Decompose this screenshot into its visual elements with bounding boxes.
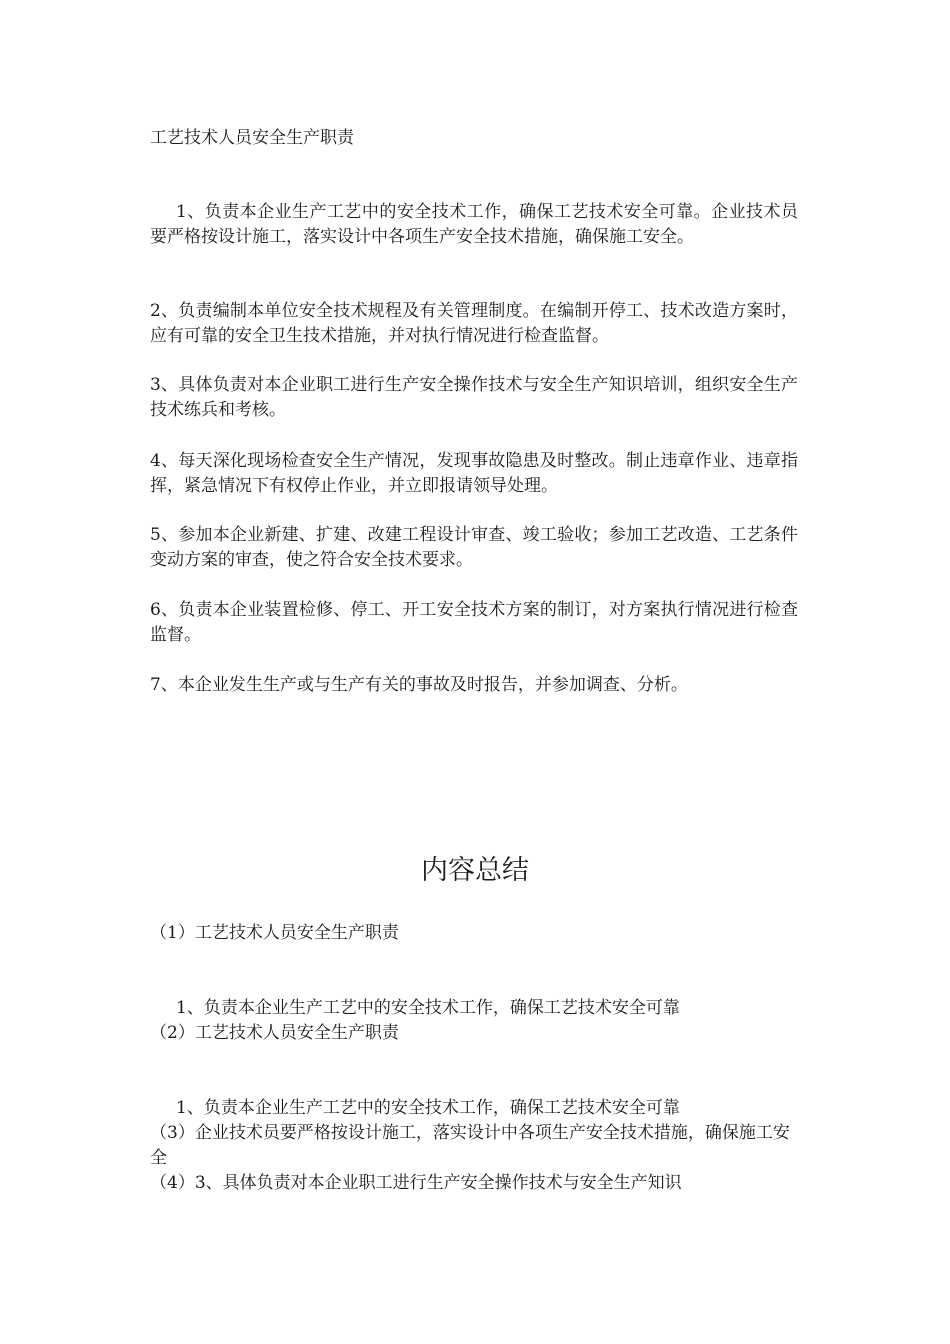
summary-line-2: 1、负责本企业生产工艺中的安全技术工作，确保工艺技术安全可靠 [176,998,680,1018]
paragraph-2: 2、负责编制本单位安全技术规程及有关管理制度。在编制开停工、技术改造方案时，应有可靠的安全卫生技术措施，并对执行情况进行检查监督。 [150,301,798,346]
summary-line-6: （4）3、具体负责对本企业职工进行生产安全操作技术与安全生产知识 [150,1173,682,1193]
summary-line-3: （2）工艺技术人员安全生产职责 [150,1023,399,1043]
summary-line-4: 1、负责本企业生产工艺中的安全技术工作，确保工艺技术安全可靠 [176,1098,680,1118]
paragraph-3: 3、具体负责对本企业职工进行生产安全操作技术与安全生产知识培训，组织安全生产技术练兵和考核。 [150,375,798,420]
paragraph-5: 5、参加本企业新建、扩建、改建工程设计审查、竣工验收；参加工艺改造、工艺条件变动方案的审查，使之符合安全技术要求。 [150,525,798,570]
document-title: 工艺技术人员安全生产职责 [150,128,354,148]
summary-line-1: （1）工艺技术人员安全生产职责 [150,923,399,943]
summary-line-5: （3）企业技术员要严格按设计施工，落实设计中各项生产安全技术措施，确保施工安全 [150,1123,790,1168]
paragraph-4: 4、每天深化现场检查安全生产情况，发现事故隐患及时整改。制止违章作业、违章指挥，紧急情况下有权停止作业，并立即报请领导处理。 [150,451,798,496]
paragraph-7: 7、本企业发生生产或与生产有关的事故及时报告，并参加调查、分析。 [150,675,688,695]
paragraph-1: 1、负责本企业生产工艺中的安全技术工作，确保工艺技术安全可靠。企业技术员要严格按设计施工，落实设计中各项生产安全技术措施，确保施工安全。 [150,202,798,247]
paragraph-6: 6、负责本企业装置检修、停工、开工安全技术方案的制订，对方案执行情况进行检查监督。 [150,600,798,645]
summary-heading: 内容总结 [421,855,529,886]
